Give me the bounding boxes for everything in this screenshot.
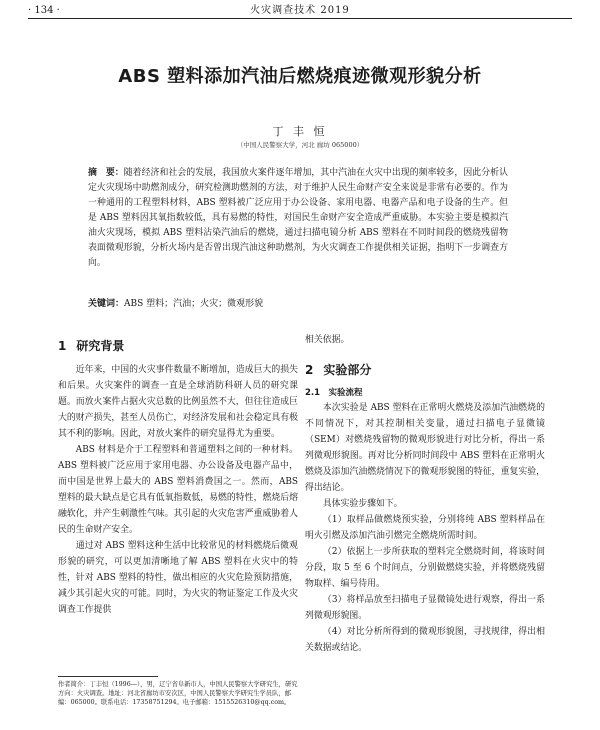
step-3: （3）将样品放至扫描电子显微镜处进行观察，得出一系列微观形貌图。: [305, 595, 545, 621]
section-2-heading: [305, 362, 545, 378]
author-footnote: 作者简介：丁丰恒（1996—），男，辽宁省阜新市人，中国人民警察大学研究生，研究方向：火灾调查。地址：河北省廊坊市安次区，中国人民警察大学研究生学员队，邮编：065000。联系电话：17358751294。电子邮箱：1515526310@qq.com。: [58, 681, 298, 706]
step-4: （4）对比分析所得到的微观形貌图，寻找规律，得出相关数据或结论。: [305, 627, 545, 653]
footnote-divider: [58, 676, 158, 677]
section-1-paragraph-2: ABS 材料是介于工程塑料和普通塑料之间的一种材料。ABS 塑料被广泛应用于家用电器、办公设备及电器产品中，而中国是世界上最大的 ABS 塑料消费国之一。然而，ABS 塑料的最大缺点是它具有低氧指数低，易燃的特性，燃烧后熔融软化，并产生刺激性气味。其引起的火灾危害严重威胁着人民的生命财产安全。: [58, 445, 298, 535]
step-1: （1）取样品做燃烧预实验，分别将纯 ABS 塑料样品在明火引燃及添加汽油引燃完全燃烧所需时间。: [305, 515, 545, 541]
section-1-paragraph-3: 通过对 ABS 塑料这种生活中比较常见的材料燃烧后微观形貌的研究，可以更加清晰地了解 ABS 塑料在火灾中的特性，针对 ABS 塑料的特性，做出相应的火灾危险预防措施，减少其引起火灾的可能。同时，为火灾的物证鉴定工作及火灾调查工作提供: [58, 541, 298, 615]
left-column: [58, 338, 298, 618]
running-header: [28, 4, 572, 19]
section-2-number: 2: [305, 363, 314, 377]
abstract-text: 随着经济和社会的发展，我国放火案件逐年增加，其中汽油在火灾中出现的频率较多，因此分析认定火灾现场中助燃剂成分，研究检测助燃剂的方法，对于维护人民生命财产安全来说是非常有必要的。作为一种通用的工程塑料材料，ABS 塑料被广泛应用于办公设备、家用电器、电器产品和电子设备的生产。但是 ABS 塑料因其氧指数较低，具有易燃的特性，对国民生命财产安全造成严重威胁。本实验主要是模拟汽油火灾现场，模拟 ABS 塑料沾染汽油后的燃烧，通过扫描电镜分析 ABS 塑料在不同时间段的燃烧残留物表面微观形貌，分析火场内是否曾出现汽油这种助燃剂，为火灾调查工作提供相关证据，指明下一步调查方向。: [88, 168, 508, 268]
paper-title: ABS 塑料添加汽油后燃烧痕迹微观形貌分析: [118, 66, 482, 87]
section-1-number: 1: [58, 339, 67, 353]
step-2: （2）依据上一步所获取的塑料完全燃烧时间，将该时间分段，取 5 至 6 个时间点，分别做燃烧实验，并将燃烧残留物取样、编号待用。: [305, 547, 545, 589]
keywords-label: 关键词：: [88, 299, 125, 309]
right-column: [305, 332, 545, 656]
keywords: [88, 296, 508, 309]
section-1-title: 研究背景: [76, 339, 125, 353]
author-name: 丁 丰 恒: [272, 125, 328, 138]
author-affiliation: （中国人民警察大学，河北 廊坊 065000）: [236, 141, 364, 149]
abstract: [88, 166, 508, 271]
section-2-1-heading: 2.1 实验流程: [305, 388, 363, 398]
section-2-1-paragraph-1: 本次实验是 ABS 塑料在正常明火燃烧及添加汽油燃烧的不同情况下，对其控制相关变量，通过扫描电子显微镜（SEM）对燃烧残留物的微观形貌进行对比分析，得出一系列微观形貌图。再对比分析同时间段中 ABS 塑料在正常明火燃烧及添加汽油燃烧情况下的微观形貌图的特征，重复实验，得出结论。: [305, 403, 545, 493]
journal-name: 火灾调查技术 2019: [250, 5, 350, 16]
section-2-title: 实验部分: [323, 363, 372, 377]
section-2-1-paragraph-2: 具体实验步骤如下。: [322, 499, 403, 509]
keywords-text: ABS 塑料；汽油；火灾；微观形貌: [124, 299, 264, 309]
section-1-continuation: 相关依据。: [305, 335, 350, 345]
section-1-heading: [58, 338, 298, 354]
section-1-paragraph-1: 近年来，中国的火灾事件数量不断增加，造成巨大的损失和后果。火灾案件的调查一直是全球消防科研人员的研究课题。而放火案件占据火灾总数的比例虽然不大，但往往造成巨大的财产损失，甚至人员伤亡，对经济发展和社会稳定具有极其不利的影响。因此，对放火案件的研究显得尤为重要。: [58, 365, 298, 439]
abstract-label: 摘 要：: [88, 168, 124, 178]
page-number: · 134 ·: [28, 5, 60, 16]
